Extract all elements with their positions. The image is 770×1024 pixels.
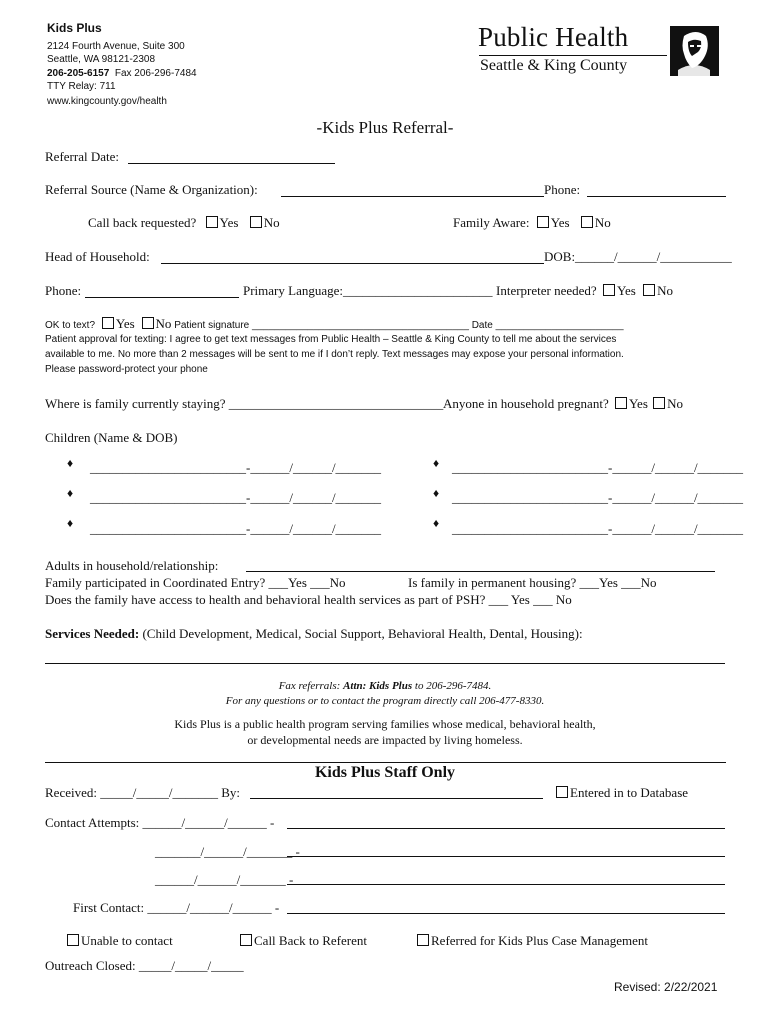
interpreter-row <box>496 283 673 299</box>
services-needed-label: Services Needed: <box>45 626 140 641</box>
call-back-referent-checkbox[interactable] <box>240 934 252 946</box>
phone-label: Phone: <box>45 283 82 298</box>
form-title: -Kids Plus Referral- <box>316 118 454 137</box>
psh-field[interactable]: Does the family have access to health and behavioral health services as part of PSH? ___ Yes ___ No <box>45 592 572 607</box>
adults-field[interactable] <box>246 571 715 572</box>
where-staying-field[interactable]: Where is family currently staying? _________________________________ <box>45 396 444 411</box>
children-label: Children (Name & DOB) <box>45 430 178 445</box>
child-entry-field[interactable]: ________________________-______/______/_______ <box>90 490 382 505</box>
referred-case-mgmt-checkbox[interactable] <box>417 934 429 946</box>
entered-database-checkbox[interactable] <box>556 786 568 798</box>
staff-only-title: Kids Plus Staff Only <box>314 764 456 781</box>
program-description-1: Kids Plus is a public health program serving families whose medical, behavioral health, <box>174 717 596 731</box>
unable-to-contact-row <box>67 933 173 949</box>
primary-language-field[interactable]: Primary Language:_______________________ <box>243 283 493 298</box>
texting-approval-line-1: Patient approval for texting: I agree to get text messages from Public Health – Seattle & King County to tell me about the services <box>45 334 617 345</box>
address-line-1: 2124 Fourth Avenue, Suite 300 <box>47 41 185 52</box>
permanent-housing-field[interactable]: Is family in permanent housing? ___Yes ___No <box>408 575 657 590</box>
head-of-household-label: Head of Household: <box>45 249 150 264</box>
child-entry-field[interactable]: ________________________-______/______/_______ <box>452 521 744 536</box>
adults-label: Adults in household/relationship: <box>45 558 219 573</box>
call-back-no-checkbox[interactable] <box>250 216 262 228</box>
referral-phone-field[interactable] <box>587 196 726 197</box>
contact-attempt-notes-field[interactable] <box>287 828 725 829</box>
ok-to-text-label: OK to text? <box>45 320 96 331</box>
call-back-referent-row <box>240 933 367 949</box>
coordinated-entry-field[interactable]: Family participated in Coordinated Entry? ___Yes ___No <box>45 575 346 590</box>
program-description-2: or developmental needs are impacted by living homeless. <box>247 733 523 747</box>
child-bullet-icon: ♦ <box>67 486 74 500</box>
call-back-yes-checkbox[interactable] <box>206 216 218 228</box>
contact-attempt-notes-field[interactable] <box>287 884 725 885</box>
call-back-label: Call back requested? <box>88 215 197 230</box>
child-entry-field[interactable]: ________________________-______/______/_______ <box>452 460 744 475</box>
child-bullet-icon: ♦ <box>67 456 74 470</box>
child-entry-field[interactable]: ________________________-______/______/_______ <box>90 521 382 536</box>
call-back-referent-label: Call Back to Referent <box>254 933 367 948</box>
referral-date-label: Referral Date: <box>45 149 119 164</box>
contact-attempt-notes-field[interactable] <box>287 856 725 857</box>
entered-database-label: Entered in to Database <box>570 785 689 800</box>
family-aware-label: Family Aware: <box>453 215 530 230</box>
services-needed-row <box>45 626 583 642</box>
texting-approval-line-2: available to me. No more than 2 messages will be sent to me if I don’t reply. Text messages may expose your personal information. <box>45 349 624 360</box>
org-name: Kids Plus <box>47 21 102 35</box>
child-bullet-icon: ♦ <box>433 516 440 530</box>
contact-phones <box>47 67 197 80</box>
referred-case-mgmt-label: Referred for Kids Plus Case Management <box>431 933 648 948</box>
pregnant-no-checkbox[interactable] <box>653 397 665 409</box>
child-entry-field[interactable]: ________________________-______/______/_______ <box>452 490 744 505</box>
pregnant-yes-checkbox[interactable] <box>615 397 627 409</box>
unable-to-contact-checkbox[interactable] <box>67 934 79 946</box>
contact-attempt-3-field[interactable]: ______/______/_______ - <box>155 872 294 887</box>
child-entry-field[interactable]: ________________________-______/______/_______ <box>90 460 382 475</box>
fax-suffix: to 206-296-7484. <box>412 680 492 692</box>
fax-attn: Attn: Kids Plus <box>343 680 413 692</box>
phone-field[interactable] <box>85 297 239 298</box>
pregnant-label: Anyone in household pregnant? <box>443 396 609 411</box>
referral-source-label: Referral Source (Name & Organization): <box>45 182 258 197</box>
outreach-closed-field[interactable]: Outreach Closed: _____/_____/_____ <box>45 958 244 973</box>
services-needed-field[interactable] <box>45 663 725 664</box>
entered-database-row <box>556 785 688 801</box>
interpreter-yes-checkbox[interactable] <box>603 284 615 296</box>
org-fax: Fax 206-296-7484 <box>114 68 197 79</box>
interpreter-no-label: No <box>657 283 673 298</box>
referred-case-mgmt-row <box>417 933 648 949</box>
interpreter-yes-label: Yes <box>616 283 636 298</box>
fax-prefix: Fax referrals: <box>278 680 344 692</box>
logo-divider <box>479 55 667 56</box>
questions-note: For any questions or to contact the program directly call 206-477-8330. <box>225 695 545 707</box>
portrait-logo-icon <box>670 26 719 76</box>
address-line-2: Seattle, WA 98121-2308 <box>47 54 156 65</box>
revised-date: Revised: 2/22/2021 <box>614 980 718 994</box>
call-back-yes-label: Yes <box>219 215 239 230</box>
services-needed-text: (Child Development, Medical, Social Support, Behavioral Health, Dental, Housing): <box>139 626 583 641</box>
call-back-row <box>88 215 280 231</box>
unable-to-contact-label: Unable to contact <box>81 933 173 948</box>
interpreter-label: Interpreter needed? <box>496 283 597 298</box>
referral-source-field[interactable] <box>281 196 544 197</box>
interpreter-no-checkbox[interactable] <box>643 284 655 296</box>
referral-phone-label: Phone: <box>544 182 581 197</box>
child-bullet-icon: ♦ <box>433 486 440 500</box>
tty-relay: TTY Relay: 711 <box>47 81 116 92</box>
referral-date-field[interactable] <box>128 163 335 164</box>
website: www.kingcounty.gov/health <box>47 96 167 107</box>
family-aware-no-checkbox[interactable] <box>581 216 593 228</box>
family-aware-row <box>453 215 611 231</box>
pregnant-no-label: No <box>667 396 684 411</box>
call-back-no-label: No <box>263 215 280 230</box>
family-aware-yes-label: Yes <box>550 215 570 230</box>
ok-to-text-row <box>45 316 624 332</box>
fax-referrals-note <box>0 680 770 692</box>
texting-approval-line-3: Please password-protect your phone <box>45 364 208 375</box>
contact-attempt-2-field[interactable]: _______/______/_______ - <box>155 844 300 859</box>
received-field[interactable]: Received: _____/_____/_______ By: <box>45 785 240 800</box>
dob-field[interactable]: DOB:______/______/___________ <box>544 249 732 264</box>
logo-title: Public Health <box>478 22 629 52</box>
ok-to-text-no-label: No <box>155 316 172 331</box>
contact-attempts-field[interactable]: Contact Attempts: ______/______/______ - <box>45 815 275 830</box>
head-of-household-field[interactable] <box>161 263 544 264</box>
first-contact-field[interactable]: First Contact: ______/______/______ - <box>73 900 280 915</box>
child-bullet-icon: ♦ <box>433 456 440 470</box>
logo-subtitle: Seattle & King County <box>480 57 628 74</box>
ok-to-text-yes-label: Yes <box>115 316 135 331</box>
ok-to-text-no-checkbox[interactable] <box>142 317 154 329</box>
first-contact-notes-field[interactable] <box>287 913 725 914</box>
family-aware-yes-checkbox[interactable] <box>537 216 549 228</box>
org-phone: 206-205-6157 <box>47 68 110 79</box>
staff-section-divider <box>45 762 726 763</box>
pregnant-row <box>443 396 683 412</box>
patient-signature-field[interactable]: Patient signature _______________________________________ Date _______________________ <box>174 320 624 331</box>
received-by-field[interactable] <box>250 798 543 799</box>
family-aware-no-label: No <box>594 215 611 230</box>
child-bullet-icon: ♦ <box>67 516 74 530</box>
pregnant-yes-label: Yes <box>628 396 648 411</box>
ok-to-text-yes-checkbox[interactable] <box>102 317 114 329</box>
